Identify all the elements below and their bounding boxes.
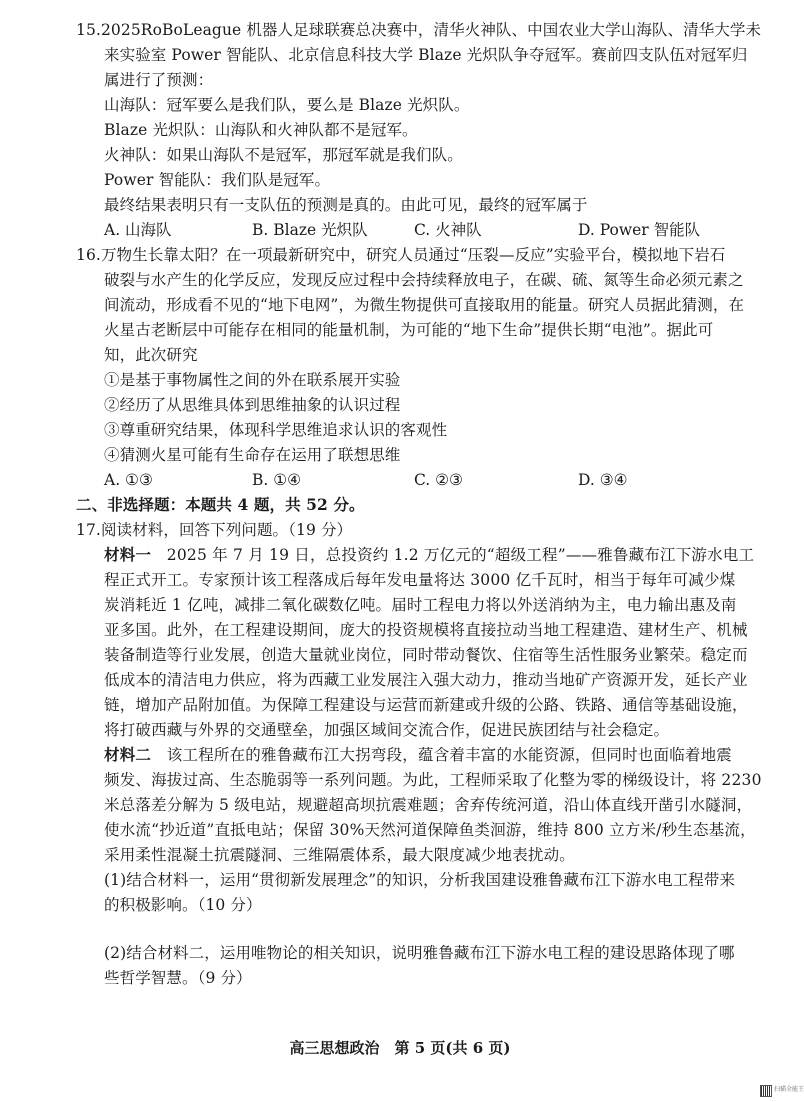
q17-material-2-line-1 (104, 744, 732, 766)
q16-statement-4: ④猜测火星可能有生命存在运用了联想思维 (104, 446, 401, 464)
q15-line-6: 火神队：如果山海队不是冠军，那冠军就是我们队。 (104, 146, 463, 164)
q17-material-2-line-5: 采用柔性混凝土抗震隧洞、三维隔震体系，最大限度减少地表扰动。 (104, 846, 576, 864)
q17-sub-2-line-2: 些哲学智慧。（9 分） (104, 969, 252, 987)
q17-material-1-line-3: 炭消耗近 1 亿吨，减排二氧化碳数亿吨。届时工程电力将以外送消纳为主，电力输出惠及南 (104, 596, 737, 614)
q16-option-c: C. ②③ (414, 471, 463, 489)
q15-option-c: C. 火神队 (414, 221, 482, 239)
page-footer: 高三思想政治 第 5 页(共 6 页) (289, 1039, 511, 1057)
q15-option-b: B. Blaze 光炽队 (252, 221, 368, 239)
q17-material-1-line-4: 亚多国。此外，在工程建设期间，庞大的投资规模将直接拉动当地工程建造、建材生产、机械 (104, 621, 748, 639)
material-2-label: 材料二 (104, 745, 152, 764)
q15-line-3: 属进行了预测： (104, 71, 214, 89)
q15-line-7: Power 智能队：我们队是冠军。 (104, 171, 331, 189)
material-2-text: 该工程所在的雅鲁藏布江大拐弯段，蕴含着丰富的水能资源，但同时也面临着地震 (151, 746, 733, 764)
q16-line-3: 间流动，形成看不见的“地下电网”，为微生物提供可直接取用的能量。研究人员据此猜测，在 (104, 296, 745, 314)
q15-line-8: 最终结果表明只有一支队伍的预测是真的。由此可见，最终的冠军属于 (104, 196, 588, 214)
q15-line-2: 来实验室 Power 智能队、北京信息科技大学 Blaze 光炽队争夺冠军。赛前四支队伍对冠军归 (104, 46, 748, 64)
q15-line-5: Blaze 光炽队：山海队和火神队都不是冠军。 (104, 121, 418, 139)
q17-sub-2-line-1: (2)结合材料二，运用唯物论的相关知识，说明雅鲁藏布江下游水电工程的建设思路体现了哪 (104, 944, 735, 962)
material-1-text: 2025 年 7 月 19 日，总投资约 1.2 万亿元的“超级工程”——雅鲁藏布江下游水电工 (151, 546, 755, 564)
q17-sub-1-line-2: 的积极影响。（10 分） (104, 896, 262, 914)
q17-sub-1-line-1: (1)结合材料一，运用“贯彻新发展理念”的知识，分析我国建设雅鲁藏布江下游水电工程带来 (104, 871, 736, 889)
q15-line-1: 15.2025RoBoLeague 机器人足球联赛总决赛中，清华火神队、中国农业大学山海队、清华大学未 (76, 21, 762, 39)
q16-statement-3: ③尊重研究结果，体现科学思维追求认识的客观性 (104, 421, 448, 439)
q17-material-1-line-7: 链，增加产品附加值。为保障工程建设与运营而新建或升级的公路、铁路、通信等基础设施， (104, 696, 748, 714)
q16-option-b: B. ①④ (252, 471, 302, 489)
q17-material-1-line-8: 将打破西藏与外界的交通壁垒，加强区域间交流合作，促进民族团结与社会稳定。 (104, 721, 670, 739)
q17-intro: 17.阅读材料，回答下列问题。（19 分） (76, 521, 353, 539)
q16-line-2: 破裂与水产生的化学反应，发现反应过程中会持续释放电子，在碳、硫、氮等生命必须元素之 (104, 271, 744, 289)
q15-line-4: 山海队：冠军要么是我们队，要么是 Blaze 光炽队。 (104, 96, 470, 114)
q15-option-a: A. 山海队 (104, 221, 172, 239)
q16-line-4: 火星古老断层中可能存在相同的能量机制，为可能的“地下生命”提供长期“电池”。据此可 (104, 321, 714, 339)
q16-statement-2: ②经历了从思维具体到思维抽象的认识过程 (104, 396, 401, 414)
q16-options (104, 469, 724, 491)
q17-material-1-line-1 (104, 544, 754, 566)
q17-material-2-line-3: 米总落差分解为 5 级电站，规避超高坝抗震难题；舍弃传统河道，沿山体直线开凿引水隧洞， (104, 796, 753, 814)
q15-option-d: D. Power 智能队 (578, 221, 701, 239)
q17-material-2-line-2: 频发、海拔过高、生态脆弱等一系列问题。为此，工程师采取了化整为零的梯级设计，将 2230 (104, 771, 762, 789)
material-1-label: 材料一 (104, 545, 152, 564)
q17-material-1-line-2: 程正式开工。专家预计该工程落成后每年发电量将达 3000 亿千瓦时，相当于每年可减少煤 (104, 571, 736, 589)
qr-code-icon (760, 1085, 772, 1097)
q16-option-d: D. ③④ (578, 471, 628, 489)
scanner-watermark: 扫描全能王 (774, 1086, 804, 1093)
q16-line-1: 16.万物生长靠太阳？在一项最新研究中，研究人员通过“压裂—反应”实验平台，模拟地下岩石 (76, 246, 726, 264)
q16-option-a: A. ①③ (104, 471, 153, 489)
q17-material-2-line-4: 使水流“抄近道”直抵电站；保留 30%天然河道保障鱼类洄游，维持 800 立方米/秒生态基流， (104, 821, 756, 839)
q15-options (104, 219, 724, 241)
q16-statement-1: ①是基于事物属性之间的外在联系展开实验 (104, 371, 401, 389)
q17-material-1-line-6: 低成本的清洁电力供应，将为西藏工业发展注入强大动力，推动当地矿产资源开发，延长产业 (104, 671, 748, 689)
section-2-heading: 二、非选择题：本题共 4 题，共 52 分。 (76, 495, 365, 514)
q17-material-1-line-5: 装备制造等行业发展，创造大量就业岗位，同时带动餐饮、住宿等生活性服务业繁荣。稳定而 (104, 646, 748, 664)
q16-line-5: 知，此次研究 (104, 346, 198, 364)
